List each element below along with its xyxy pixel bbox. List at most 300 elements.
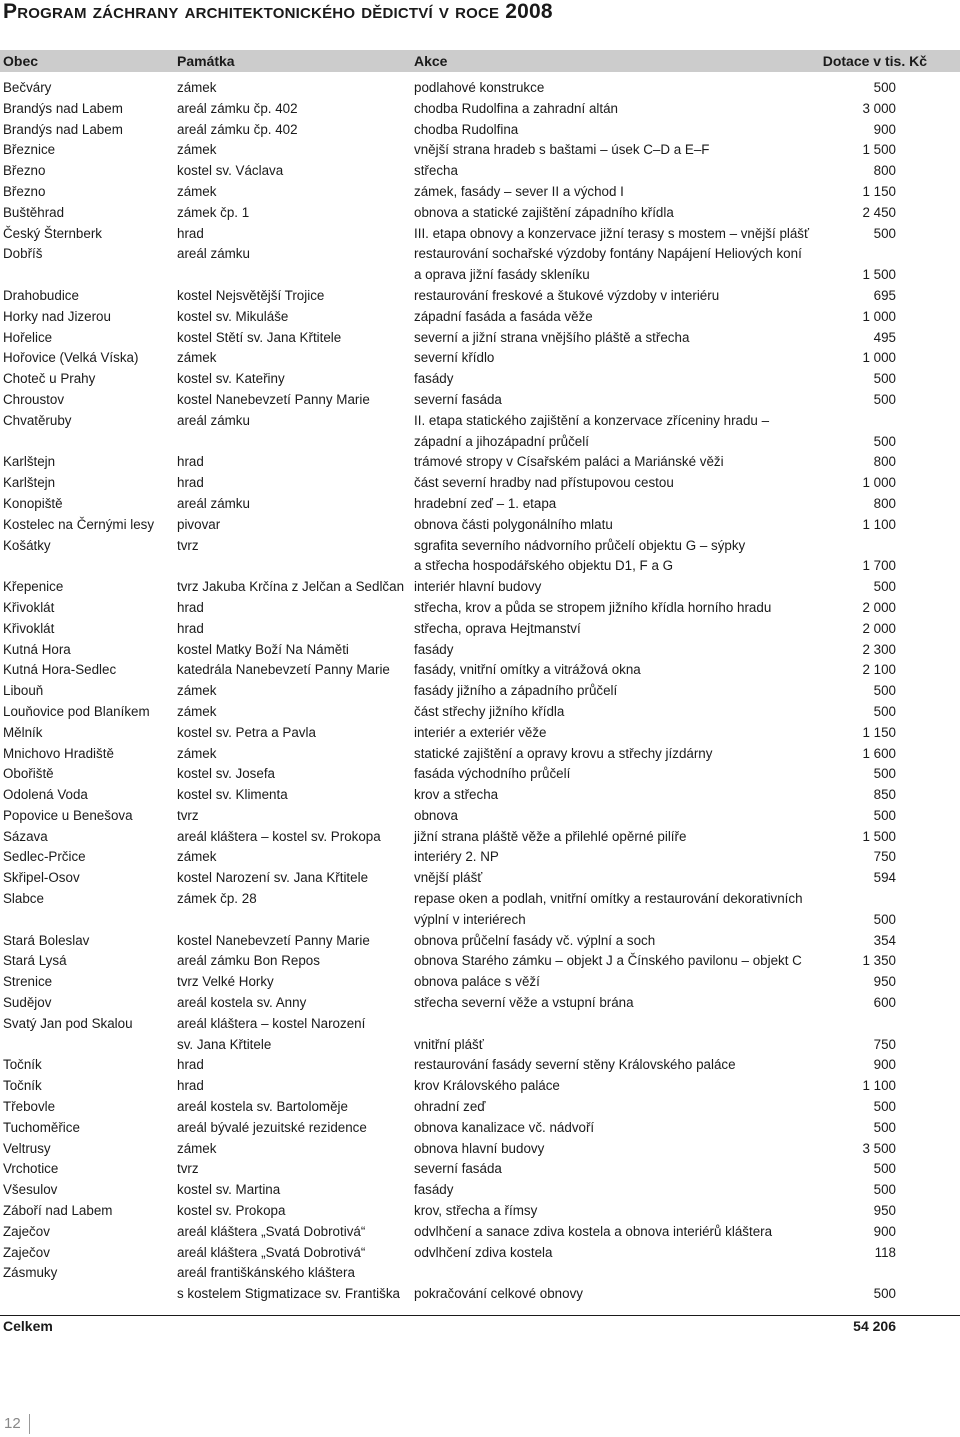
cell-pamatka	[177, 1139, 216, 1160]
cell-pamatka-line: areál kláštera – kostel sv. Prokopa	[177, 828, 381, 844]
cell-obec: Strenice	[3, 974, 53, 990]
cell-obec: Brandýs nad Labem	[3, 121, 123, 137]
cell-akce-line: interiér hlavní budovy	[414, 579, 542, 595]
cell-akce-line: krov Královského paláce	[414, 1078, 560, 1094]
cell-akce	[414, 764, 570, 785]
cell-akce	[414, 1201, 537, 1222]
cell-akce-line: obnova Starého zámku – objekt J a Čínského pavilonu – objekt C	[414, 953, 802, 969]
cell-pamatka	[177, 847, 216, 868]
table-row	[0, 847, 960, 868]
page-number: 12	[4, 1415, 21, 1432]
cell-akce	[414, 847, 499, 868]
cell-dotace: 750	[873, 849, 896, 865]
cell-dotace: 900	[873, 1223, 896, 1239]
cell-pamatka-line: zámek	[177, 350, 217, 366]
cell-pamatka	[177, 931, 370, 952]
table-row	[0, 390, 960, 411]
cell-pamatka-line: zámek	[177, 683, 217, 699]
cell-akce-line: fasády	[414, 371, 454, 387]
cell-pamatka	[177, 452, 204, 473]
cell-akce-line: střecha	[414, 163, 458, 179]
cell-dotace: 1 500	[862, 142, 896, 158]
table-row	[0, 1243, 960, 1264]
cell-obec: Kutná Hora-Sedlec	[3, 662, 117, 678]
cell-akce-line: západní a jihozápadní průčelí	[414, 433, 589, 449]
table-row	[0, 972, 960, 993]
cell-dotace: 1 500	[862, 828, 896, 844]
cell-akce	[414, 369, 453, 390]
cell-akce-line: část střechy jižního křídla	[414, 703, 565, 719]
cell-pamatka	[177, 785, 288, 806]
cell-akce	[414, 328, 689, 349]
cell-pamatka	[177, 598, 204, 619]
cell-akce	[414, 224, 809, 245]
cell-pamatka	[177, 744, 216, 765]
cell-pamatka	[177, 182, 216, 203]
cell-pamatka	[177, 806, 199, 827]
cell-pamatka	[177, 868, 368, 889]
cell-pamatka-line: zámek	[177, 849, 217, 865]
cell-dotace: 1 350	[862, 953, 896, 969]
cell-obec: Sudějov	[3, 995, 52, 1011]
column-header-pamatka: Památka	[177, 53, 235, 69]
table-row	[0, 515, 960, 536]
total-label: Celkem	[3, 1318, 53, 1334]
cell-dotace: 500	[873, 1182, 896, 1198]
cell-dotace: 600	[873, 995, 896, 1011]
cell-dotace: 1 150	[862, 183, 896, 199]
cell-akce-line: západní fasáda a fasáda věže	[414, 308, 593, 324]
cell-obec: Brandýs nad Labem	[3, 100, 123, 116]
cell-akce-line: trámové stropy v Císařském paláci a Mariánské věži	[414, 454, 724, 470]
cell-pamatka	[177, 411, 250, 432]
cell-pamatka-line: kostel sv. Josefa	[177, 766, 275, 782]
cell-obec: Hořelice	[3, 329, 53, 345]
table-row	[0, 868, 960, 889]
cell-akce	[414, 494, 556, 515]
cell-akce-line: fasáda východního průčelí	[414, 766, 571, 782]
cell-pamatka-line: sv. Jana Křtitele	[177, 1036, 272, 1052]
column-header-dotace: Dotace v tis. Kč	[822, 53, 927, 69]
cell-pamatka	[177, 224, 204, 245]
cell-akce-line: restaurování sochařské výzdoby fontány Napájení Heliových koní	[414, 246, 802, 262]
cell-akce	[414, 806, 458, 827]
cell-akce	[414, 723, 546, 744]
cell-obec: Třebovle	[3, 1099, 56, 1115]
cell-pamatka	[177, 161, 283, 182]
cell-akce	[414, 99, 618, 120]
cell-dotace: 500	[873, 391, 896, 407]
cell-dotace: 3 500	[862, 1140, 896, 1156]
cell-akce	[414, 681, 617, 702]
cell-pamatka-line: tvrz	[177, 1161, 199, 1177]
cell-pamatka-line: kostel Stětí sv. Jana Křtitele	[177, 329, 342, 345]
cell-dotace: 500	[873, 433, 896, 449]
cell-dotace: 1 500	[862, 267, 896, 283]
table-row	[0, 348, 960, 369]
table-row	[0, 1139, 960, 1160]
cell-pamatka	[177, 515, 220, 536]
cell-akce	[414, 390, 502, 411]
cell-pamatka-line: kostel Nanebevzetí Panny Marie	[177, 391, 370, 407]
cell-pamatka-line: hrad	[177, 620, 204, 636]
cell-pamatka-line: zámek	[177, 183, 217, 199]
table-row	[0, 640, 960, 661]
total-value: 54 206	[853, 1318, 896, 1334]
cell-akce-line: střecha, oprava Hejtmanství	[414, 620, 581, 636]
cell-akce	[414, 577, 541, 598]
cell-obec: Karlštejn	[3, 454, 56, 470]
cell-akce-line: repase oken a podlah, vnitřní omítky a restaurování dekorativních	[414, 891, 803, 907]
table-row	[0, 806, 960, 827]
cell-pamatka-line: zámek	[177, 142, 217, 158]
table-row	[0, 328, 960, 349]
cell-pamatka-line: areál zámku čp. 402	[177, 121, 298, 137]
cell-dotace: 950	[873, 974, 896, 990]
cell-pamatka	[177, 1118, 367, 1139]
table-row	[0, 182, 960, 203]
cell-pamatka	[177, 99, 298, 120]
page-title: Program záchrany architektonického dědictví v roce 2008	[3, 0, 553, 23]
cell-obec: Drahobudice	[3, 287, 79, 303]
cell-akce-line: interiér a exteriér věže	[414, 724, 547, 740]
cell-pamatka	[177, 702, 216, 723]
cell-pamatka-line: pivovar	[177, 516, 221, 532]
cell-akce	[414, 1243, 552, 1264]
cell-dotace: 118	[874, 1244, 896, 1260]
table-row	[0, 598, 960, 619]
cell-akce-line: podlahové konstrukce	[414, 80, 545, 95]
cell-akce-line: statické zajištění a opravy krovu a střechy jízdárny	[414, 745, 713, 761]
cell-dotace: 850	[873, 787, 896, 803]
table-row	[0, 1076, 960, 1097]
cell-akce	[414, 536, 745, 578]
cell-pamatka-line: tvrz Velké Horky	[177, 974, 274, 990]
cell-akce	[414, 993, 634, 1014]
cell-akce	[414, 515, 613, 536]
cell-akce	[414, 78, 544, 99]
cell-dotace: 750	[873, 1036, 896, 1052]
cell-pamatka-line: kostel sv. Kateřiny	[177, 371, 285, 387]
total-row	[0, 1317, 960, 1337]
cell-pamatka	[177, 640, 349, 661]
cell-akce	[414, 244, 802, 286]
table-row	[0, 244, 960, 286]
cell-obec: Stará Boleslav	[3, 932, 90, 948]
cell-obec: Košátky	[3, 537, 51, 553]
cell-akce-line: II. etapa statického zajištění a konzervace zříceniny hradu –	[414, 412, 770, 428]
table-row	[0, 369, 960, 390]
cell-pamatka	[177, 78, 216, 99]
cell-akce-line: zámek, fasády – sever II a východ I	[414, 183, 624, 199]
cell-akce	[414, 411, 769, 453]
cell-pamatka	[177, 827, 381, 848]
cell-akce	[414, 1118, 594, 1139]
table-row	[0, 140, 960, 161]
cell-akce-line	[414, 1014, 484, 1035]
cell-akce-line: fasády	[414, 641, 454, 657]
cell-pamatka-line: zámek čp. 1	[177, 204, 250, 220]
cell-pamatka	[177, 1076, 204, 1097]
cell-dotace: 900	[873, 1057, 896, 1073]
cell-akce-line: krov a střecha	[414, 787, 499, 803]
cell-akce	[414, 640, 453, 661]
cell-akce-line: výplní v interiérech	[414, 911, 526, 927]
cell-pamatka-line: kostel Narození sv. Jana Křtitele	[177, 870, 369, 886]
cell-pamatka	[177, 1263, 400, 1305]
cell-pamatka	[177, 723, 316, 744]
table-row	[0, 744, 960, 765]
cell-pamatka-line: hrad	[177, 454, 204, 470]
table-row	[0, 1014, 960, 1056]
table-row	[0, 764, 960, 785]
cell-akce-line: střecha, krov a půda se stropem jižního křídla horního hradu	[414, 599, 772, 615]
cell-akce	[414, 1139, 544, 1160]
cell-obec: Obořiště	[3, 766, 54, 782]
cell-obec: Zaječov	[3, 1223, 50, 1239]
cell-dotace: 950	[873, 1203, 896, 1219]
cell-pamatka-line: areál kláštera „Svatá Dobrotivá“	[177, 1223, 366, 1239]
cell-pamatka	[177, 244, 250, 265]
cell-akce-line: odvlhčení a sanace zdiva kostela a obnova interiérů kláštera	[414, 1223, 773, 1239]
cell-obec: Stará Lysá	[3, 953, 67, 969]
cell-pamatka-line: areál kláštera – kostel Narození	[177, 1015, 366, 1031]
cell-pamatka-line: kostel Nejsvětější Trojice	[177, 287, 325, 303]
cell-obec: Dobříš	[3, 246, 43, 262]
cell-pamatka-line: hrad	[177, 1078, 204, 1094]
cell-dotace: 500	[873, 766, 896, 782]
table-row	[0, 619, 960, 640]
cell-pamatka	[177, 120, 298, 141]
cell-akce	[414, 473, 674, 494]
cell-akce	[414, 972, 540, 993]
cell-obec: Kutná Hora	[3, 641, 71, 657]
cell-obec: Libouň	[3, 683, 44, 699]
footer-divider	[29, 1414, 30, 1434]
cell-akce-line: obnova části polygonálního mlatu	[414, 516, 613, 532]
table-row	[0, 494, 960, 515]
cell-pamatka	[177, 286, 324, 307]
cell-obec: Vrchotice	[3, 1161, 59, 1177]
cell-akce-line: severní křídlo	[414, 350, 495, 366]
cell-akce-line: fasády, vnitřní omítky a vitrážová okna	[414, 662, 641, 678]
cell-pamatka-line: zámek	[177, 1140, 217, 1156]
cell-dotace: 1 000	[862, 308, 896, 324]
cell-obec: Sedlec-Prčice	[3, 849, 86, 865]
cell-dotace: 500	[873, 1161, 896, 1177]
cell-akce-line: severní fasáda	[414, 391, 502, 407]
cell-dotace: 1 000	[862, 475, 896, 491]
cell-obec: Březno	[3, 163, 46, 179]
cell-dotace: 3 000	[862, 100, 896, 116]
cell-obec: Slabce	[3, 891, 44, 907]
cell-dotace: 500	[873, 225, 896, 241]
cell-dotace: 500	[873, 371, 896, 387]
cell-obec: Mělník	[3, 724, 43, 740]
cell-dotace: 500	[873, 683, 896, 699]
cell-pamatka	[177, 1201, 285, 1222]
cell-akce-line: severní fasáda	[414, 1161, 502, 1177]
cell-akce-line: a střecha hospodářského objektu D1, F a G	[414, 558, 674, 574]
total-divider	[0, 1315, 960, 1316]
table-row	[0, 931, 960, 952]
cell-akce-line: a oprava jižní fasády skleníku	[414, 267, 590, 283]
cell-akce	[414, 619, 581, 640]
table-row	[0, 307, 960, 328]
cell-pamatka-line: zámek	[177, 80, 217, 95]
cell-obec: Skřipel-Osov	[3, 870, 80, 886]
cell-akce-line: ohradní zeď	[414, 1099, 486, 1115]
cell-dotace: 500	[873, 1119, 896, 1135]
cell-pamatka	[177, 619, 204, 640]
cell-akce-line: obnova hlavní budovy	[414, 1140, 545, 1156]
cell-pamatka	[177, 140, 216, 161]
cell-pamatka	[177, 681, 216, 702]
cell-pamatka-line: areál kostela sv. Anny	[177, 995, 307, 1011]
cell-obec: Točník	[3, 1078, 42, 1094]
cell-akce	[414, 286, 719, 307]
cell-dotace: 500	[873, 703, 896, 719]
cell-obec: Kostelec na Černými lesy	[3, 516, 155, 532]
cell-akce-line: vnější plášť	[414, 870, 483, 886]
cell-dotace: 594	[873, 870, 896, 886]
cell-akce	[414, 931, 655, 952]
cell-akce	[414, 868, 482, 889]
cell-dotace: 500	[873, 911, 896, 927]
cell-akce-line: obnova kanalizace vč. nádvoří	[414, 1119, 595, 1135]
table-row	[0, 1263, 960, 1305]
cell-akce	[414, 182, 624, 203]
cell-pamatka	[177, 1243, 365, 1264]
cell-akce-line	[414, 1263, 583, 1284]
table-row	[0, 993, 960, 1014]
table-row	[0, 681, 960, 702]
cell-obec: Louňovice pod Blaníkem	[3, 703, 150, 719]
cell-dotace: 800	[873, 454, 896, 470]
cell-dotace: 2 100	[862, 662, 896, 678]
table-row	[0, 1159, 960, 1180]
cell-pamatka-line: kostel sv. Prokopa	[177, 1203, 286, 1219]
table-header	[0, 50, 960, 72]
cell-dotace: 695	[873, 287, 896, 303]
cell-akce	[414, 827, 686, 848]
cell-akce	[414, 1159, 502, 1180]
table-row	[0, 889, 960, 931]
cell-obec: Konopiště	[3, 495, 63, 511]
cell-pamatka-line: kostel sv. Mikuláše	[177, 308, 289, 324]
cell-pamatka	[177, 348, 216, 369]
cell-akce	[414, 348, 494, 369]
cell-pamatka	[177, 203, 249, 224]
cell-pamatka	[177, 1014, 365, 1056]
cell-pamatka	[177, 993, 306, 1014]
cell-pamatka-line: zámek	[177, 745, 217, 761]
cell-pamatka	[177, 1222, 365, 1243]
cell-akce-line: obnova paláce s věží	[414, 974, 540, 990]
cell-akce-line: chodba Rudolfina	[414, 121, 519, 137]
cell-akce-line: pokračování celkové obnovy	[414, 1286, 583, 1302]
cell-akce-line: restaurování freskové a štukové výzdoby v interiéru	[414, 287, 720, 303]
cell-dotace: 2 300	[862, 641, 896, 657]
cell-pamatka-line: areál zámku	[177, 412, 250, 428]
cell-akce-line: severní a jižní strana vnějšího pláště a střecha	[414, 329, 690, 345]
cell-akce-line: jižní strana pláště věže a přilehlé opěrné pilíře	[414, 828, 687, 844]
cell-dotace: 2 450	[862, 204, 896, 220]
cell-dotace: 495	[873, 329, 896, 345]
table-row	[0, 286, 960, 307]
cell-akce-line: střecha severní věže a vstupní brána	[414, 995, 634, 1011]
cell-dotace: 500	[873, 1099, 896, 1115]
cell-akce-line: interiéry 2. NP	[414, 849, 499, 865]
cell-akce	[414, 744, 712, 765]
table-body	[0, 78, 960, 1305]
cell-akce	[414, 1076, 560, 1097]
cell-obec: Buštěhrad	[3, 204, 65, 220]
cell-akce-line: vnější strana hradeb s baštami – úsek C–D a E–F	[414, 142, 710, 158]
cell-pamatka	[177, 473, 204, 494]
table-row	[0, 1118, 960, 1139]
cell-pamatka-line: kostel sv. Martina	[177, 1182, 281, 1198]
table-row	[0, 203, 960, 224]
table-row	[0, 1180, 960, 1201]
cell-obec: Hořovice (Velká Víska)	[3, 350, 139, 366]
cell-pamatka	[177, 951, 320, 972]
cell-akce-line: část severní hradby nad přístupovou cestou	[414, 475, 674, 491]
table-row	[0, 1201, 960, 1222]
cell-dotace: 2 000	[862, 620, 896, 636]
cell-pamatka	[177, 494, 250, 515]
cell-dotace: 500	[873, 80, 896, 95]
cell-akce-line: fasády jižního a západního průčelí	[414, 683, 618, 699]
cell-akce	[414, 452, 724, 473]
cell-akce-line: obnova a statické zajištění západního křídla	[414, 204, 674, 220]
cell-akce	[414, 161, 458, 182]
table-row	[0, 702, 960, 723]
cell-obec: Tuchoměřice	[3, 1119, 80, 1135]
cell-dotace: 500	[873, 807, 896, 823]
cell-pamatka	[177, 390, 370, 411]
cell-pamatka-line: areál františkánského kláštera	[177, 1265, 355, 1281]
cell-pamatka-line: hrad	[177, 1057, 204, 1073]
cell-pamatka-line: kostel sv. Petra a Pavla	[177, 724, 316, 740]
cell-pamatka	[177, 577, 404, 598]
cell-obec: Český Šternberk	[3, 225, 102, 241]
table-row	[0, 78, 960, 99]
table-row	[0, 660, 960, 681]
cell-obec: Křivoklát	[3, 599, 55, 615]
cell-akce	[414, 1180, 453, 1201]
table-row	[0, 452, 960, 473]
cell-akce-line: odvlhčení zdiva kostela	[414, 1244, 553, 1260]
cell-obec: Karlštejn	[3, 475, 56, 491]
cell-pamatka-line: areál zámku čp. 402	[177, 100, 298, 116]
table-row	[0, 577, 960, 598]
cell-akce	[414, 889, 803, 931]
column-header-akce: Akce	[414, 53, 448, 69]
cell-obec: Bečváry	[3, 80, 52, 95]
cell-obec: Popovice u Benešova	[3, 807, 133, 823]
cell-pamatka	[177, 369, 285, 390]
cell-obec: Záboří nad Labem	[3, 1203, 113, 1219]
cell-pamatka-line: kostel sv. Václava	[177, 163, 284, 179]
cell-dotace: 1 150	[862, 724, 896, 740]
cell-pamatka-line: kostel Matky Boží Na Náměti	[177, 641, 349, 657]
cell-akce	[414, 598, 771, 619]
cell-akce	[414, 1222, 772, 1243]
cell-pamatka	[177, 307, 288, 328]
cell-pamatka	[177, 328, 341, 349]
cell-pamatka-line: hrad	[177, 225, 204, 241]
